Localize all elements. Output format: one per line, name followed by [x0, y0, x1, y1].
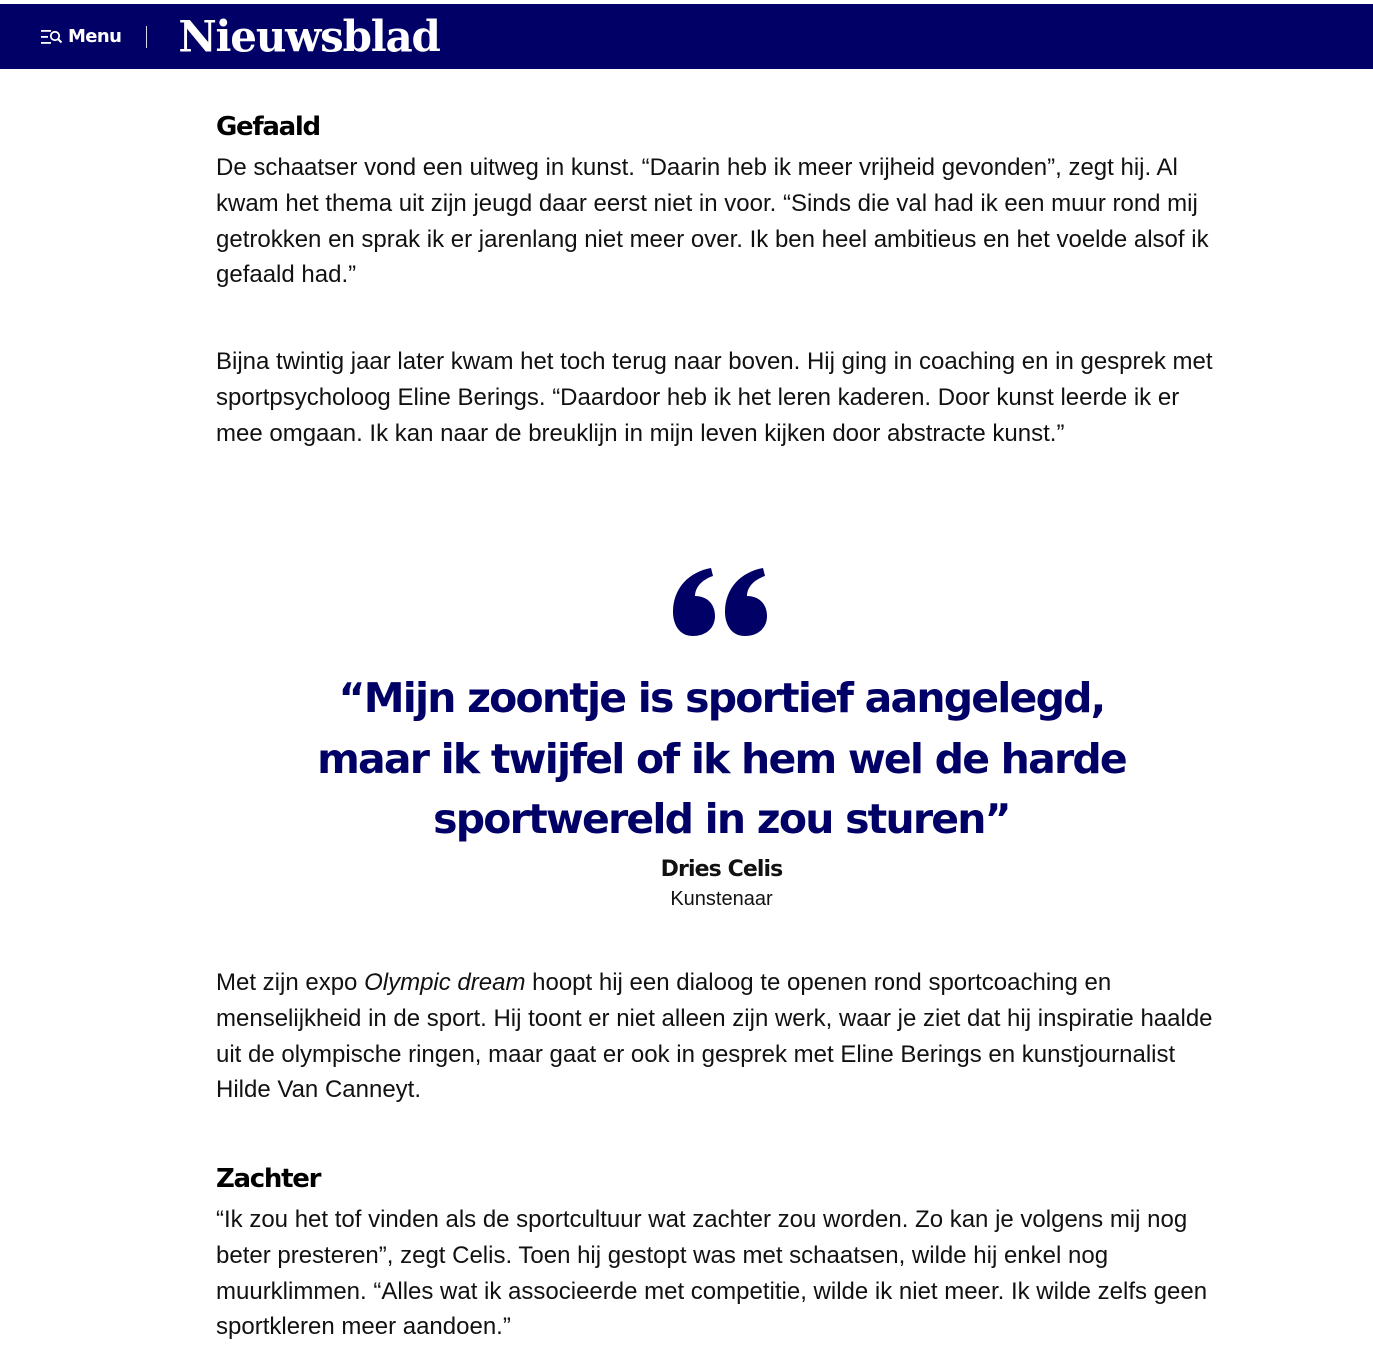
menu-button[interactable]	[40, 23, 121, 51]
section-heading-gefaald: Gefaald	[216, 112, 320, 142]
quote-author-role: Kunstenaar	[670, 888, 773, 910]
article-paragraph: Bijna twintig jaar later kwam het toch terug naar boven. Hij ging in coaching en in gesprek met sportpsycholoog Eline Berings. “Daardoor heb ik het leren kaderen. Door kunst leerde ik er mee omgaan. Ik kan naar de breuklijn in mijn leven kijken door abstracte kunst.”	[216, 348, 1213, 447]
article-paragraph	[216, 965, 1231, 1108]
pull-quote-text: “Mijn zoontje is sportief aangelegd, maar ik twijfel of ik hem wel de harde sportwereld in zou sturen”	[317, 674, 1126, 843]
top-navigation-bar	[0, 4, 1373, 69]
article-paragraph: “Ik zou het tof vinden als de sportcultuur wat zachter zou worden. Zo kan je volgens mij nog beter presteren”, zegt Celis. Toen hij gestopt was met schaatsen, wilde hij enkel nog muurklimmen. “Alles wat ik associeerde met competitie, wilde ik niet meer. Ik wilde zelfs geen sportkleren meer aandoen.”	[216, 1206, 1208, 1341]
paragraph-text: hoopt hij een dialoog te openen rond sportcoaching en menselijkheid in de sport. Hij toont er niet alleen zijn werk, waar je ziet dat hij inspiratie haalde uit de olympische ringen, maar gaat er ook in gesprek met Eline Berings en kunstjournalist Hilde Van Canneyt.	[216, 969, 1213, 1104]
expo-title: Olympic dream	[364, 969, 526, 996]
section-heading-zachter: Zachter	[216, 1164, 321, 1194]
header-divider	[146, 26, 147, 48]
menu-search-icon	[40, 28, 64, 46]
quote-mark-icon	[673, 566, 769, 636]
menu-label: Menu	[68, 26, 122, 47]
quote-author: Dries Celis	[660, 857, 783, 882]
nieuwsblad-logo[interactable]: Nieuwsblad	[178, 10, 440, 62]
paragraph-text: Met zijn expo	[216, 969, 365, 996]
article-paragraph: De schaatser vond een uitweg in kunst. “Daarin heb ik meer vrijheid gevonden”, zegt hij. Al kwam het thema uit zijn jeugd daar eerst niet in voor. “Sinds die val had ik een muur rond mij getrokken en sprak ik er jarenlang niet meer over. Ik ben heel ambitieus en het voelde alsof ik gefaald had.”	[216, 154, 1209, 289]
